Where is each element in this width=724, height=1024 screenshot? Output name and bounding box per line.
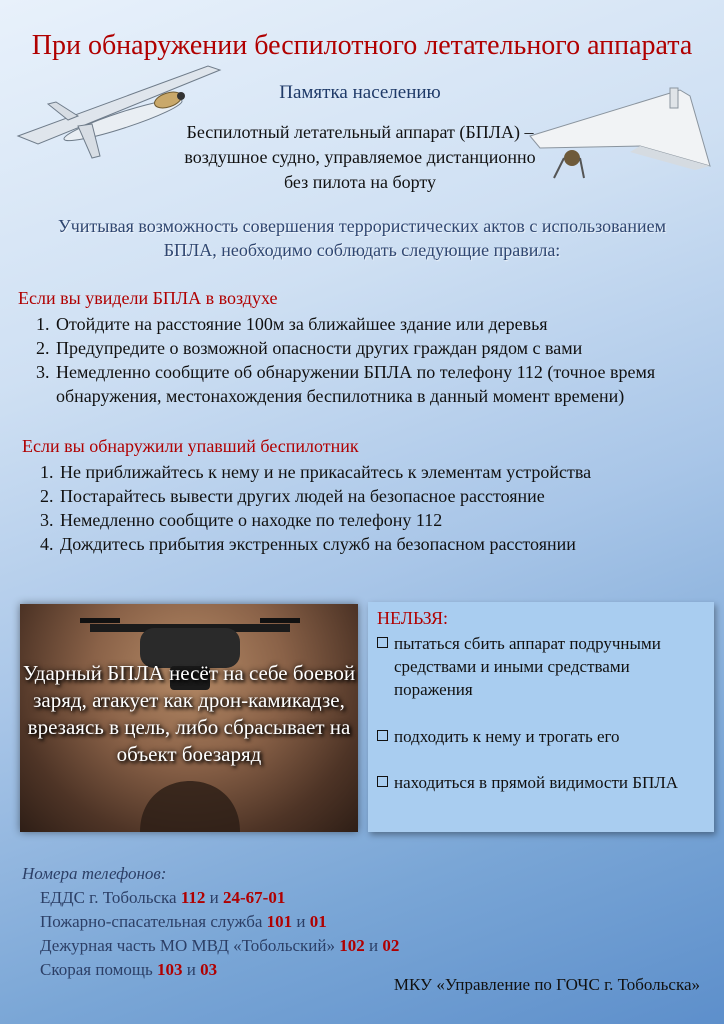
forbidden-item (377, 725, 709, 748)
photo-caption: Ударный БПЛА несёт на себе боевой заряд, атакует как дрон-камикадзе, врезаясь в цель, либо сбрасывает на объект боезаряд (22, 661, 356, 766)
section-air-list (18, 312, 708, 408)
section-fallen-list (22, 460, 712, 556)
definition-line-3: без пилота на борту (284, 172, 436, 192)
list-item: 3. Немедленно сообщите об обнаружении БПЛА по телефону 112 (точное время обнаружения, местонахождения беспилотника в данный момент времени) (54, 360, 708, 408)
forbidden-title: НЕЛЬЗЯ: (377, 608, 448, 628)
phone-row-police (22, 934, 682, 958)
bpla-definition (140, 120, 580, 195)
phone-number: 24-67-01 (223, 888, 286, 907)
phone-and: и (368, 936, 379, 955)
phone-number: 02 (382, 936, 400, 955)
section-drone-in-air (18, 288, 708, 408)
strike-drone-photo (20, 604, 358, 832)
phone-label: Скорая помощь (40, 960, 153, 979)
phone-number: 112 (180, 888, 206, 907)
intro-line-1: Учитывая возможность совершения террористических актов с использованием (57, 216, 666, 236)
definition-line-2: воздушное судно, управляемое дистанционно (184, 147, 536, 167)
phone-and: и (296, 912, 306, 931)
phone-and: и (209, 888, 219, 907)
list-item: 2. Постарайтесь вывести других людей на безопасное расстояние (58, 484, 712, 508)
list-item: 4. Дождитесь прибытия экстренных служб на безопасном расстоянии (58, 532, 712, 556)
phone-number: 01 (309, 912, 327, 931)
phones-heading: Номера телефонов: (22, 864, 167, 883)
subtitle: Памятка населению (279, 82, 441, 103)
list-item: 3. Немедленно сообщите о находке по телефону 112 (58, 508, 712, 532)
phone-numbers (22, 862, 682, 982)
phone-number: 103 (156, 960, 183, 979)
footer-organization: МКУ «Управление по ГОЧС г. Тобольска» (393, 975, 700, 994)
phone-number: 101 (266, 912, 293, 931)
section-fallen-title: Если вы обнаружили упавший беспилотник (22, 436, 359, 456)
forbidden-box (368, 602, 714, 832)
list-item: 1. Не приближайтесь к нему и не прикасайтесь к элементам устройства (58, 460, 712, 484)
forbidden-item (377, 632, 709, 701)
checkbox-icon (377, 776, 388, 787)
forbidden-item-text: пытаться сбить аппарат подручными средствами и иными средствами поражения (394, 634, 661, 699)
phone-label: ЕДДС г. Тобольска (40, 888, 177, 907)
page-title: При обнаружении беспилотного летательного аппарата (31, 30, 693, 61)
forbidden-item-text: подходить к нему и трогать его (394, 727, 620, 746)
forbidden-item-text: находиться в прямой видимости БПЛА (394, 773, 679, 792)
section-air-title: Если вы увидели БПЛА в воздухе (18, 288, 278, 308)
checkbox-icon (377, 637, 388, 648)
section-fallen-drone (22, 436, 712, 556)
phone-row-fire (22, 910, 682, 934)
definition-line-1: Беспилотный летательный аппарат (БПЛА) – (186, 122, 534, 142)
phone-label: Дежурная часть МО МВД «Тобольский» (40, 936, 335, 955)
intro-text (10, 214, 714, 262)
list-item: 1. Отойдите на расстояние 100м за ближайшее здание или деревья (54, 312, 708, 336)
phone-and: и (186, 960, 196, 979)
intro-line-2: БПЛА, необходимо соблюдать следующие правила: (163, 240, 561, 260)
phone-number: 03 (200, 960, 218, 979)
phone-number: 102 (339, 936, 365, 955)
list-item: 2. Предупредите о возможной опасности других граждан рядом с вами (54, 336, 708, 360)
forbidden-item (377, 771, 709, 794)
phone-row-edds (22, 886, 682, 910)
checkbox-icon (377, 730, 388, 741)
phone-label: Пожарно-спасательная служба (40, 912, 263, 931)
